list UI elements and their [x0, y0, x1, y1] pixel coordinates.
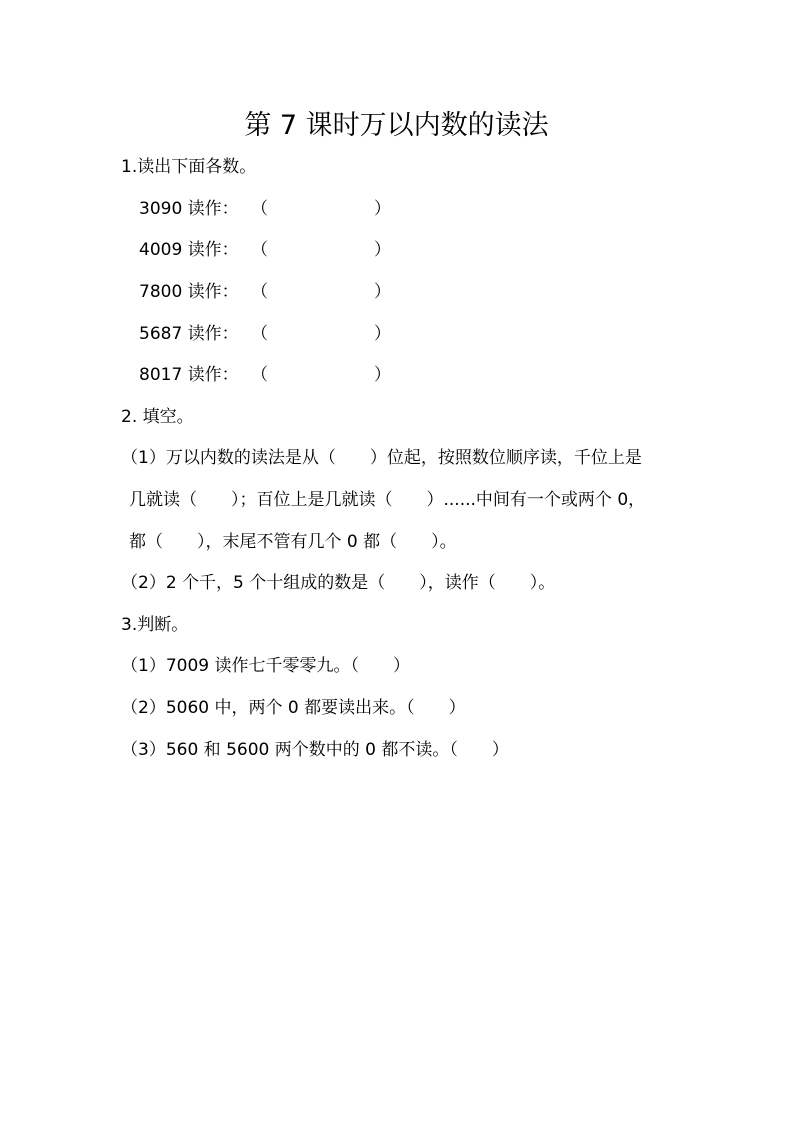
answer-blank-close: ）	[374, 324, 391, 344]
section3-heading: 3.判断。	[121, 615, 189, 635]
answer-blank-open: （	[251, 365, 268, 385]
answer-blank-close: ）	[374, 199, 391, 219]
answer-blank-close: ）	[374, 365, 391, 385]
judge-question-2: （2）5060 中，两个 0 都要读出来。（ ）	[121, 698, 466, 718]
page-title: 第 7 课时万以内数的读法	[244, 110, 549, 141]
judge-question-3: （3）560 和 5600 两个数中的 0 都不读。（ ）	[121, 740, 509, 760]
fill-question-1-line-3: 都（ ），末尾不管有几个 0 都（ ）。	[129, 532, 457, 552]
reading-number: 4009 读作：	[139, 240, 239, 260]
answer-blank-close: ）	[374, 282, 391, 302]
fill-question-1-line-1: （1）万以内数的读法是从（ ）位起，按照数位顺序读，千位上是	[121, 448, 642, 468]
answer-blank-open: （	[251, 282, 268, 302]
fill-question-2: （2）2 个千，5 个十组成的数是（ ），读作（ ）。	[121, 573, 556, 593]
judge-question-1: （1）7009 读作七千零零九。（ ）	[121, 656, 410, 676]
section2-heading: 2. 填空。	[121, 407, 194, 427]
reading-number: 3090 读作：	[139, 199, 239, 219]
reading-number: 7800 读作：	[139, 282, 239, 302]
section1-heading: 1.读出下面各数。	[121, 157, 257, 177]
answer-blank-open: （	[251, 240, 268, 260]
answer-blank-open: （	[251, 199, 268, 219]
reading-number: 8017 读作：	[139, 365, 239, 385]
answer-blank-close: ）	[374, 240, 391, 260]
reading-number: 5687 读作：	[139, 324, 239, 344]
fill-question-1-line-2: 几就读（ ）；百位上是几就读（ ）......中间有一个或两个 0，	[129, 490, 646, 510]
answer-blank-open: （	[251, 324, 268, 344]
